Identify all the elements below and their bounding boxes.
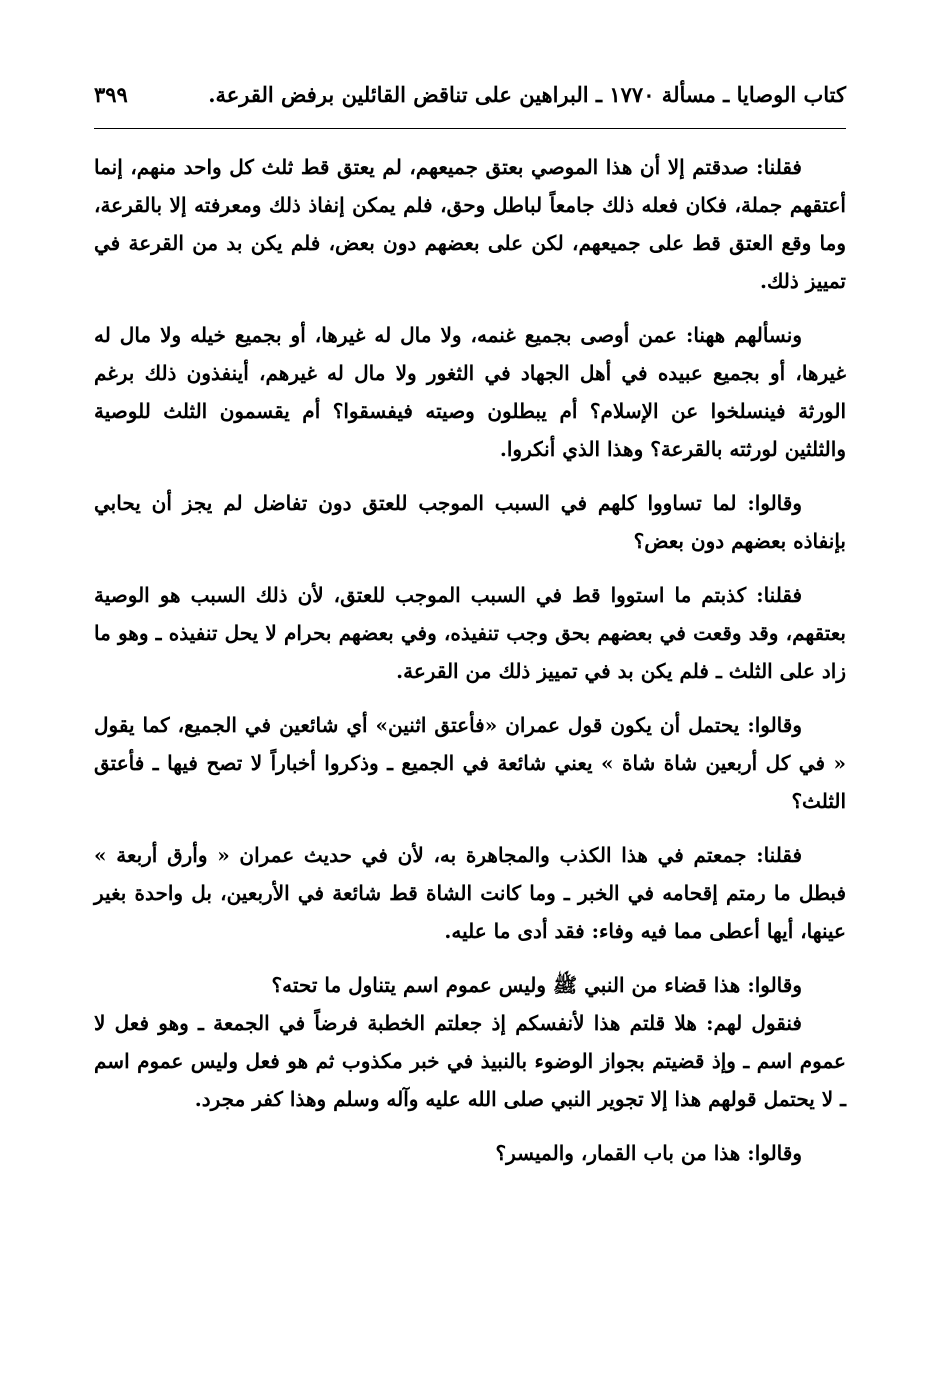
page-number: ٣٩٩ (94, 82, 128, 107)
paragraph: ونسألهم ههنا: عمن أوصى بجميع غنمه، ولا مال له غيرها، أو بجميع خيله ولا مال له غيرها، أو بجميع عبيده في أهل الجهاد في الثغور ولا مال له غيرهم، أينفذون ذلك برغم الورثة فينسلخوا عن الإسلام؟ أم يبطلون وصيته فيفسقوا؟ أم يقسمون الثلث للوصية والثلثين لورثته بالقرعة؟ وهذا الذي أنكروا. (94, 323, 846, 461)
paragraph: فنقول لهم: هلا قلتم هذا لأنفسكم إذ جعلتم الخطبة فرضاً في الجمعة ـ وهو فعل لا عموم اسم ـ وإذ قضيتم بجواز الوضوء بالنبيذ في خبر مكذوب ثم هو فعل وليس عموم اسم ـ لا يحتمل قولهم هذا إلا تجوير النبي صلى الله عليه وآله وسلم وهذا كفر مجرد. (94, 1011, 846, 1111)
paragraph: وقالوا: لما تساووا كلهم في السبب الموجب للعتق دون تفاضل لم يجز أن يحابي بإنفاذه بعضهم دون بعض؟ (94, 491, 846, 553)
running-title: كتاب الوصايا ـ مسألة ١٧٧٠ ـ البراهين على تناقض القائلين برفض القرعة. (208, 82, 846, 107)
paragraph: وقالوا: يحتمل أن يكون قول عمران «فأعتق اثنين» أي شائعين في الجميع، كما يقول « في كل أربعين شاة شاة » يعني شائعة في الجميع ـ وذكروا أخباراً لا تصح فيها ـ فأعتق الثلث؟ (94, 713, 847, 813)
paragraph: وقالوا: هذا من باب القمار، والميسر؟ (495, 1141, 802, 1165)
paragraph: فقلنا: كذبتم ما استووا قط في السبب الموجب للعتق، لأن ذلك السبب هو الوصية بعتقهم، وقد وقعت في بعضهم بحق وجب تنفيذه، وفي بعضهم بحرام لا يحل تنفيذه ـ وهو ما زاد على الثلث ـ فلم يكن بد في تمييز ذلك من القرعة. (94, 583, 846, 683)
paragraph: وقالوا: هذا قضاء من النبي ﷺ وليس عموم اسم يتناول ما تحته؟ (271, 973, 802, 997)
header-divider (94, 128, 846, 129)
paragraph: فقلنا: صدقتم إلا أن هذا الموصي بعتق جميعهم، لم يعتق قط ثلث كل واحد منهم، إنما أعتقهم جملة، فكان فعله ذلك جامعاً لباطل وحق، فلم يمكن إنفاذ ذلك ومعرفته إلا بالقرعة، وما وقع العتق قط على جميعهم، لكن على بعضهم دون بعض، فلم يكن بد من القرعة في تمييز ذلك. (94, 155, 846, 293)
paragraph: فقلنا: جمعتم في هذا الكذب والمجاهرة به، لأن في حديث عمران « وأرق أربعة » فبطل ما رمتم إقحامه في الخبر ـ وما كانت الشاة قط شائعة في الأربعين، بل واحدة بغير عينها، أيها أعطى مما فيه وفاء: فقد أدى ما عليه. (94, 843, 846, 943)
page-body (94, 148, 846, 1188)
page-header (94, 82, 846, 118)
